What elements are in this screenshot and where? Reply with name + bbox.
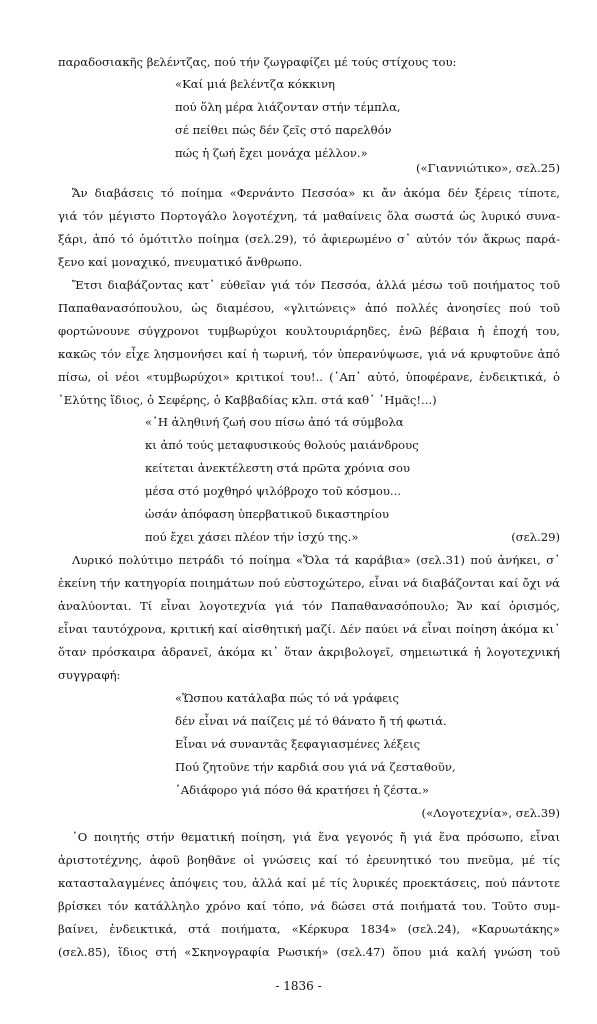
poem-line: ὡσάν ἀπόφαση ὑπερβατικοῦ δικαστηρίου	[145, 507, 390, 521]
poem-line: «Ὥσπου κατάλαβα πώς τό νά γράφεις	[175, 691, 399, 705]
text-line: ξάρι, ἀπό τό ὁμότιτλο ποίημα (σελ.29), τό ἀφιερωμένο σ᾿ αὐτόν τόν ἄκρως παρά-	[58, 232, 560, 246]
poem-line: ᾿Αδιάφορο γιά πόσο θά κρατήσει ἡ ζέστα.»	[175, 783, 430, 797]
text-line: φορτώνουνε σύγχρονοι τυμβωρύχοι κουλτουριάρηδες, ἐνῶ βέβαια ἡ ἐποχή του,	[58, 324, 560, 338]
text-line: Ἄν διαβάσεις τό ποίημα «Φερνάντο Πεσσόα» κι ἄν ἀκόμα δέν ξέρεις τίποτε,	[72, 186, 560, 200]
text-line: εἶναι ταυτόχρονα, κριτική καί αἰσθητική μαζί. Δέν παύει νά εἶναι ποίηση ἀκόμα κι᾿	[58, 622, 560, 636]
text-line: πίσω, οἱ νέοι «τυμβωρύχοι» κριτικοί του!.. (᾿Απ᾿ αὐτό, ὑποφέρανε, ἐνδεικτικά, ὁ	[58, 370, 560, 384]
text-line: ἀναλύονται. Τί εἶναι λογοτεχνία γιά τόν Παπαθανασόπουλο; Ἄν καί ὁρισμός,	[58, 599, 560, 613]
poem-line: δέν εἶναι νά παίζεις μέ τό θάνατο ἤ τή φωτιά.	[175, 714, 447, 728]
text-line: Λυρικό πολύτιμο πετράδι τό ποίημα «Ὅλα τά καράβια» (σελ.31) πού ἀνήκει, σ᾿	[72, 553, 560, 567]
text-line: κατασταλαγμένες ἀπόψεις του, ἀλλά καί μέ τίς λυρικές προεκτάσεις, πού πάντοτε	[58, 876, 560, 890]
text-line: γιά τόν μέγιστο Πορτογάλο λογοτέχνη, τά μαθαίνεις ὅλα σωστά ὡς λυρικό συνα-	[58, 209, 560, 223]
citation: («Λογοτεχνία», σελ.39)	[421, 806, 560, 820]
text-line: ὅταν πρόσκαιρα ἀδρανεῖ, ἀκόμα κι᾿ ὅταν ἀκριβολογεῖ, σημειωτικά ἡ λογοτεχνική	[58, 645, 560, 659]
text-line: ἀριστοτέχνης, ἀφοῦ βοηθᾶνε οἱ γνώσεις καί τό ἐρευνητικό του πνεῦμα, μέ τίς	[58, 853, 560, 867]
poem-line: κείτεται ἀνεκτέλεστη στά πρῶτα χρόνια σου	[145, 461, 411, 475]
poem-line: πώς ἡ ζωή ἔχει μονάχα μέλλον.»	[175, 146, 368, 160]
poem-line: Πού ζητοῦνε τήν καρδιά σου γιά νά ζεσταθοῦν,	[175, 760, 456, 774]
text-line: Ἔτσι διαβάζοντας κατ᾿ εὐθεῖαν γιά τόν Πεσσόα, ἀλλά μέσω τοῦ ποιήματος τοῦ	[72, 278, 560, 292]
poem-line: μέσα στό μοχθηρό ψιλόβροχο τοῦ κόσμου...	[145, 484, 401, 498]
text-line: ᾿Ελύτης ἴδιος, ὁ Σεφέρης, ὁ Καββαδίας κλπ. στά καθ᾿ ῾Ημᾶς!...)	[58, 393, 437, 407]
poem-line: Εἶναι νά συναντᾶς ξεφαγιασμένες λέξεις	[175, 737, 421, 751]
poem-line: σέ πείθει πώς δέν ζεῖς στό παρελθόν	[175, 123, 392, 137]
text-line: ξενο καί μοναχικό, πνευματικό ἄνθρωπο.	[58, 255, 303, 269]
text-line: ἐκείνη τήν κατηγορία ποιημάτων πού εὐστοχώτερο, εἶναι νά διαβάζονται καί ὄχι νά	[58, 576, 560, 590]
text-line: παραδοσιακῆς βελέντζας, πού τήν ζωγραφίζει μέ τούς στίχους του:	[58, 55, 457, 69]
poem-line: πού ἔχει χάσει πλέον τήν ἰσχύ της.»	[145, 530, 359, 544]
citation: («Γιαννιώτικο», σελ.25)	[415, 161, 560, 175]
poem-line: «᾿Η ἀληθινή ζωή σου πίσω ἀπό τά σύμβολα	[145, 415, 404, 429]
citation: (σελ.29)	[511, 530, 560, 544]
poem-line: «Καί μιά βελέντζα κόκκινη	[175, 77, 335, 91]
text-line: Παπαθανασόπουλου, ὡς διαμέσου, «γλιτώνεις» ἀπό πολλές ἀνοησίες πού τοῦ	[58, 301, 560, 315]
text-line: ῾Ο ποιητής στήν θεματική ποίηση, γιά ἕνα γεγονός ἤ γιά ἕνα πρόσωπο, εἶναι	[72, 830, 560, 844]
text-line: κακῶς τόν εἶχε λησμονήσει καί ἡ τωρινή, τόν ὑπερανύψωσε, γιά νά κρυφτοῦνε ἀπό	[58, 347, 560, 361]
text-line: (σελ.85), ἴδιος στή «Σκηνογραφία Ρωσική» (σελ.47) ὅπου μιά καλή γνώση τοῦ	[58, 945, 560, 959]
poem-line: κι ἀπό τούς μεταφυσικούς θολούς μαιάνδρους	[145, 438, 419, 452]
page-number: - 1836 -	[275, 979, 322, 993]
poem-line: πού ὅλη μέρα λιάζονταν στήν τέμπλα,	[175, 100, 401, 114]
text-line: βαίνει, ἐνδεικτικά, στά ποιήματα, «Κέρκυρα 1834» (σελ.24), «Καρυωτάκης»	[58, 922, 560, 936]
text-line: συγγραφή:	[58, 668, 121, 682]
text-line: βρίσκει τόν κατάλληλο χρόνο καί τόπο, νά δώσει στά ποιήματά του. Τοῦτο συμ-	[58, 899, 560, 913]
